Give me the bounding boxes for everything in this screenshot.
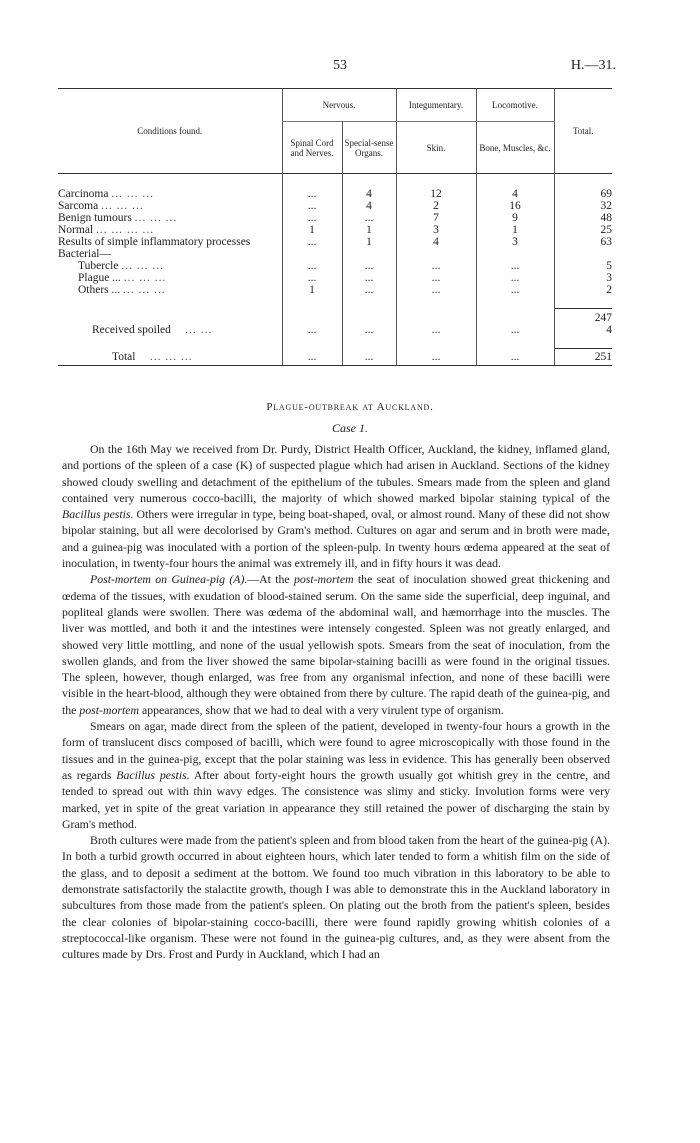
table-row: Normal ... ... ... ... 1 1 3 1 25 — [58, 224, 612, 236]
col-total-header: Total. — [554, 89, 612, 174]
col-spinal-header: Spinal Cord and Nerves. — [282, 122, 342, 174]
table-row: Tubercle ... ... ... ... ... ... ... 5 — [58, 260, 612, 272]
report-body — [62, 441, 610, 963]
group-locomotive: Locomotive. — [476, 89, 554, 122]
col-skin-header: Skin. — [396, 122, 476, 174]
paragraph-3: Smears on agar, made direct from the spleen of the patient, developed in twenty-four hours a growth in the form of translucent discs composed of bacilli, which were found to agree microscopically with those found in the tissues and in the guinea-pig, except that the polar staining was less in evidence. This has generally been observed as regards Bacillus pestis. After about forty-eight hours the growth usually got whitish grey in the centre, and tended to spread out with thin wavy edges. The consistence was slimy and sticky. Involution forms were very marked, yet in spite of the great variation in appearance they still retained the power of discharging the stain by Gram's method. — [62, 719, 610, 831]
row-label: Received spoiled ... ... — [92, 324, 213, 336]
col-special-header: Special-sense Organs. — [342, 122, 396, 174]
table-row: Carcinoma ... ... ... ... 4 12 4 69 — [58, 188, 612, 200]
group-integumentary: Integumentary. — [396, 89, 476, 122]
spoiled-row: Received spoiled ... ... ... ... ... ... 4 — [58, 324, 612, 336]
page-number: 53 — [333, 58, 347, 73]
subtotal-row — [58, 309, 612, 325]
table-row: Plague ... ... ... ... ... ... ... ... 3 — [58, 272, 612, 284]
table-row: Results of simple inflammatory processes ... 1 4 3 63 — [58, 236, 612, 248]
row-label: Total ... ... ... — [58, 349, 282, 366]
row-label: Carcinoma ... ... ... — [58, 188, 154, 200]
subtotal-value: 247 — [554, 309, 612, 325]
table-row: Others ... ... ... ... 1 ... ... ... 2 — [58, 284, 612, 296]
group-nervous: Nervous. — [282, 89, 396, 122]
table-row: Sarcoma ... ... ... ... 4 2 16 32 — [58, 200, 612, 212]
document-reference: H.—31. — [570, 58, 616, 73]
table-row: Benign tumours ... ... ... ... ... 7 9 48 — [58, 212, 612, 224]
row-label: Results of simple inflammatory processes — [58, 236, 251, 248]
case-heading: Case 1. — [332, 421, 368, 435]
row-label: Benign tumours ... ... ... — [58, 212, 178, 224]
table-row — [58, 248, 612, 260]
section-title: Plague-outbreak at Auckland. — [266, 401, 434, 413]
row-label: Plague ... ... ... ... — [78, 272, 167, 284]
row-label: Bacterial— — [58, 248, 112, 260]
total-row: Total ... ... ... ... ... ... ... 251 — [58, 349, 612, 366]
row-label: Sarcoma ... ... ... — [58, 200, 144, 212]
paragraph-4: Broth cultures were made from the patient's spleen and from blood taken from the heart of the guinea-pig (A). In both a turbid growth occurred in about eighteen hours, which later tended to form a whitish film on the side of the glass, and to deposit a sediment at the bottom. We found too much vibration in this laboratory to be able to demonstrate satisfactorily the stalactite growth, though I was able to demonstrate this in the Auckland laboratory in subcultures from those made from the patient's spleen. On plating out the broth from the patient's spleen, besides the clear colonies of bipolar-staining cocco-bacilli, there were found rapidly growing whitish colonies of a streptococcal-like organism. These were not found in the guinea-pig cultures, and, as they were absent from the cultures made by Drs. Frost and Purdy in Auckland, which I had an — [62, 833, 610, 962]
col-bone-header: Bone, Muscles, &c. — [476, 122, 554, 174]
col-conditions-header: Conditions found. — [137, 126, 203, 136]
paragraph-1: On the 16th May we received from Dr. Purdy, District Health Officer, Auckland, the kidney, inflamed gland, and portions of the spleen of a case (K) of suspected plague which had arisen in Auckland. Sections of the kidney showed cloudy swelling and detachment of the epithelium of the tubules. Smears made from the spleen and gland contained very numerous cocco-bacilli, the majority of which showed marked bipolar staining typical of the Bacillus pestis. Others were irregular in type, being boat-shaped, oval, or almost round. Many of these did not show bipolar staining, but all were decolorised by Gram's method. Cultures on agar and serum and in broth were made, and a guinea-pig was inoculated with a portion of the spleen-pulp. In twenty hours œdema appeared at the seat of inoculation, in twenty-four hours the animal was extremely ill, and in fifty hours it was dead. — [62, 442, 610, 571]
row-label: Tubercle ... ... ... — [78, 260, 164, 272]
conditions-table — [58, 88, 612, 378]
row-label: Others ... ... ... ... — [78, 284, 166, 296]
paragraph-2: Post-mortem on Guinea-pig (A).—At the post-mortem the seat of inoculation showed great thickening and œdema of the tissues, with exudation of blood-stained serum. On the same side the superficial, deep inguinal, and popliteal glands were swollen. There was œdema of the abdominal wall, and hæmorrhage into the muscles. The liver was mottled, and both it and the intestines were intensely congested. Spleen was not greatly enlarged, and showed very little mottling, and none of the usual yellowish spots. Smears from the seat of inoculation, from the swollen glands, and from the liver showed the same bipolar-staining bacilli as were found in the original tissues. The spleen, however, though enlarged, was free from any organismal infection, and none of these bacilli were visible in the heart-blood, although they were obtained from there by culture. The rapid death of the guinea-pig, and the post-mortem appearances, show that we had to deal with a very virulent type of organism. — [62, 572, 611, 717]
row-label: Normal ... ... ... ... — [58, 224, 155, 236]
